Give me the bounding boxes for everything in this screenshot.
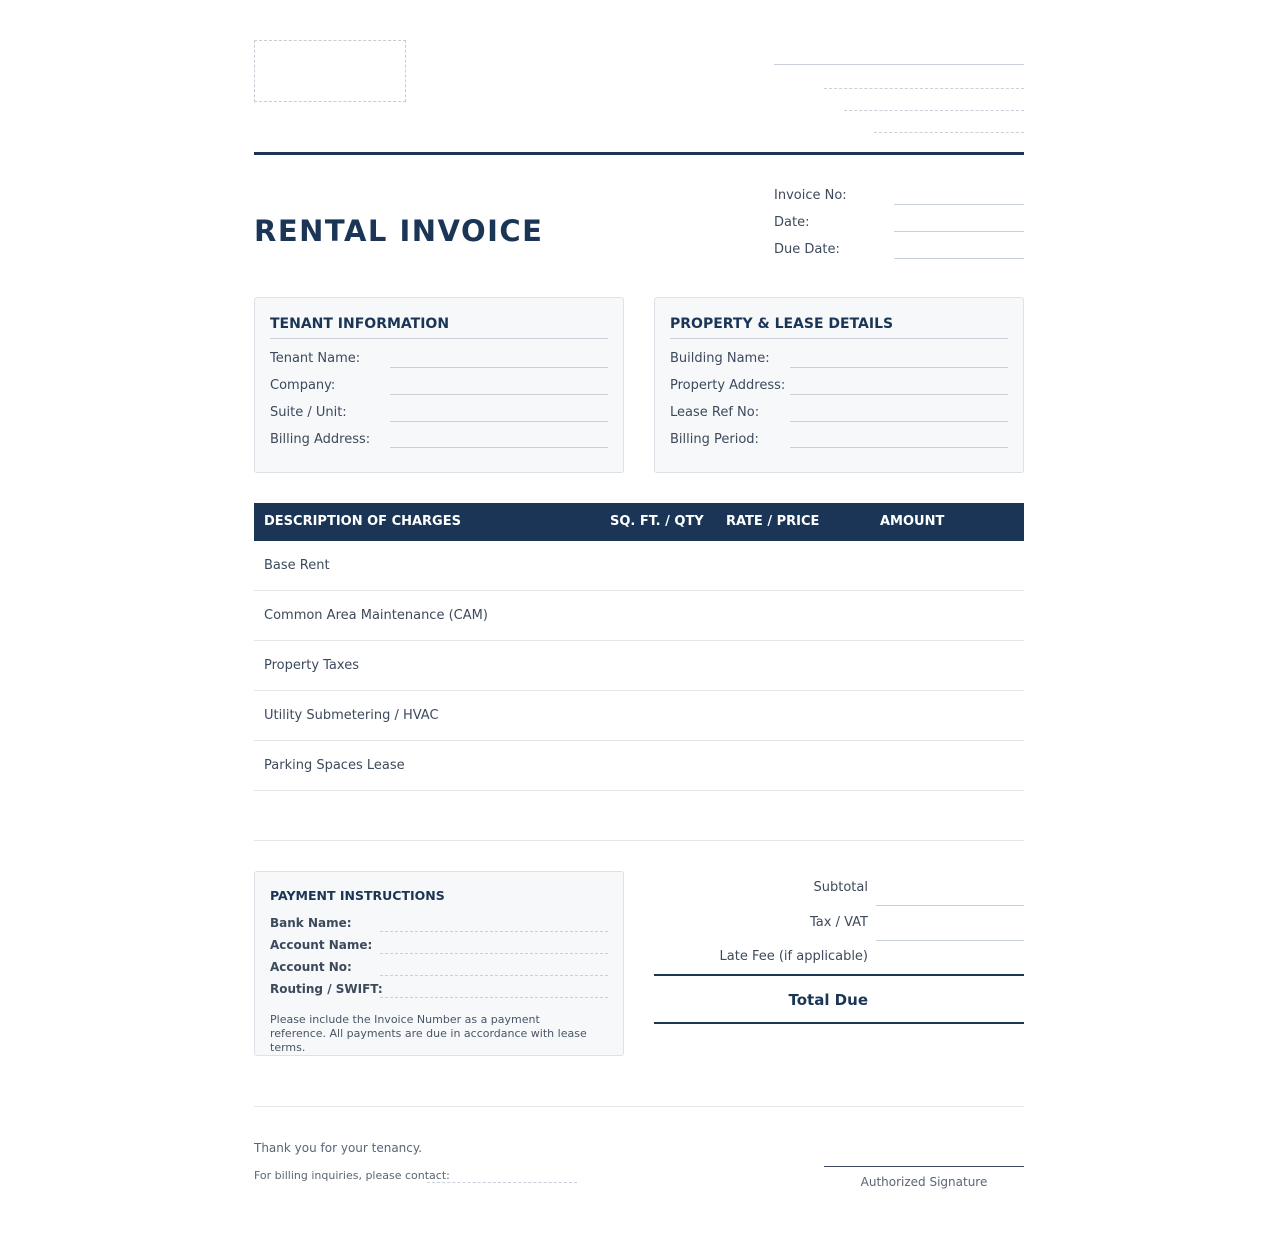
col-amount: AMOUNT [880, 514, 945, 529]
invoice-no-field[interactable] [894, 204, 1024, 205]
property-panel-title: PROPERTY & LEASE DETAILS [670, 316, 894, 332]
tenant-title-underline [270, 338, 608, 339]
late-fee-label: Late Fee (if applicable) [719, 949, 868, 964]
property-address-field[interactable] [790, 394, 1008, 395]
bank-name-label: Bank Name: [270, 916, 352, 930]
account-name-field[interactable] [380, 953, 608, 954]
signature-label: Authorized Signature [860, 1175, 988, 1189]
account-no-label: Account No: [270, 960, 352, 974]
due-date-label: Due Date: [774, 242, 840, 257]
lease-ref-field[interactable] [790, 421, 1008, 422]
building-name-field[interactable] [790, 367, 1008, 368]
lease-ref-label: Lease Ref No: [670, 405, 760, 420]
routing-swift-label: Routing / SWIFT: [270, 982, 383, 996]
company-name-line [774, 64, 1024, 65]
header-divider [254, 152, 1024, 155]
col-rate: RATE / PRICE [726, 514, 820, 529]
tenant-name-field[interactable] [390, 367, 608, 368]
tenant-name-label: Tenant Name: [270, 351, 361, 366]
payment-instructions-panel [254, 871, 624, 1056]
billing-period-field[interactable] [790, 447, 1008, 448]
payment-note: Please include the Invoice Number as a payment reference. All payments are due in accordance with lease terms. [270, 1013, 587, 1054]
tenant-info-panel [254, 297, 624, 473]
col-description: DESCRIPTION OF CHARGES [264, 514, 461, 529]
billing-contact-field[interactable] [427, 1182, 577, 1183]
subtotal-label: Subtotal [813, 880, 868, 895]
account-name-label: Account Name: [270, 938, 373, 952]
company-field[interactable] [390, 394, 608, 395]
date-label: Date: [774, 215, 810, 230]
table-row[interactable]: Parking Spaces Lease [264, 758, 405, 773]
tenant-panel-title: TENANT INFORMATION [270, 316, 450, 332]
routing-swift-field[interactable] [380, 997, 608, 998]
table-row[interactable]: Common Area Maintenance (CAM) [264, 608, 488, 623]
signature-line[interactable] [824, 1166, 1024, 1167]
row-divider [254, 840, 1024, 841]
payment-panel-title: PAYMENT INSTRUCTIONS [270, 888, 445, 903]
table-row[interactable]: Property Taxes [264, 658, 359, 673]
date-field[interactable] [894, 231, 1024, 232]
building-name-label: Building Name: [670, 351, 770, 366]
suite-unit-label: Suite / Unit: [270, 405, 347, 420]
charges-table-header [254, 503, 1024, 541]
invoice-no-label: Invoice No: [774, 188, 847, 203]
billing-address-field[interactable] [390, 447, 608, 448]
tax-vat-field[interactable] [876, 940, 1024, 941]
logo-placeholder [254, 40, 406, 102]
suite-unit-field[interactable] [390, 421, 608, 422]
row-divider [254, 740, 1024, 741]
total-bottom-rule [654, 1022, 1024, 1024]
bank-name-field[interactable] [380, 931, 608, 932]
total-due-label: Total Due [788, 991, 868, 1009]
row-divider [254, 590, 1024, 591]
property-address-label: Property Address: [670, 378, 786, 393]
account-no-field[interactable] [380, 975, 608, 976]
billing-contact-label: For billing inquiries, please contact: [254, 1169, 450, 1182]
company-label: Company: [270, 378, 336, 393]
page-title: RENTAL INVOICE [254, 214, 544, 248]
row-divider [254, 690, 1024, 691]
billing-period-label: Billing Period: [670, 432, 759, 447]
footer-divider [254, 1106, 1024, 1107]
row-divider [254, 790, 1024, 791]
total-top-rule [654, 974, 1024, 976]
property-title-underline [670, 338, 1008, 339]
col-qty: SQ. FT. / QTY [610, 514, 704, 529]
company-address-line [824, 88, 1024, 89]
table-row[interactable]: Base Rent [264, 558, 330, 573]
company-city-line [844, 110, 1024, 111]
company-contact-line [874, 132, 1024, 133]
tax-vat-label: Tax / VAT [810, 915, 868, 930]
due-date-field[interactable] [894, 258, 1024, 259]
property-lease-panel [654, 297, 1024, 473]
subtotal-field[interactable] [876, 905, 1024, 906]
thank-you-text: Thank you for your tenancy. [254, 1141, 423, 1155]
row-divider [254, 640, 1024, 641]
table-row[interactable]: Utility Submetering / HVAC [264, 708, 439, 723]
billing-address-label: Billing Address: [270, 432, 371, 447]
